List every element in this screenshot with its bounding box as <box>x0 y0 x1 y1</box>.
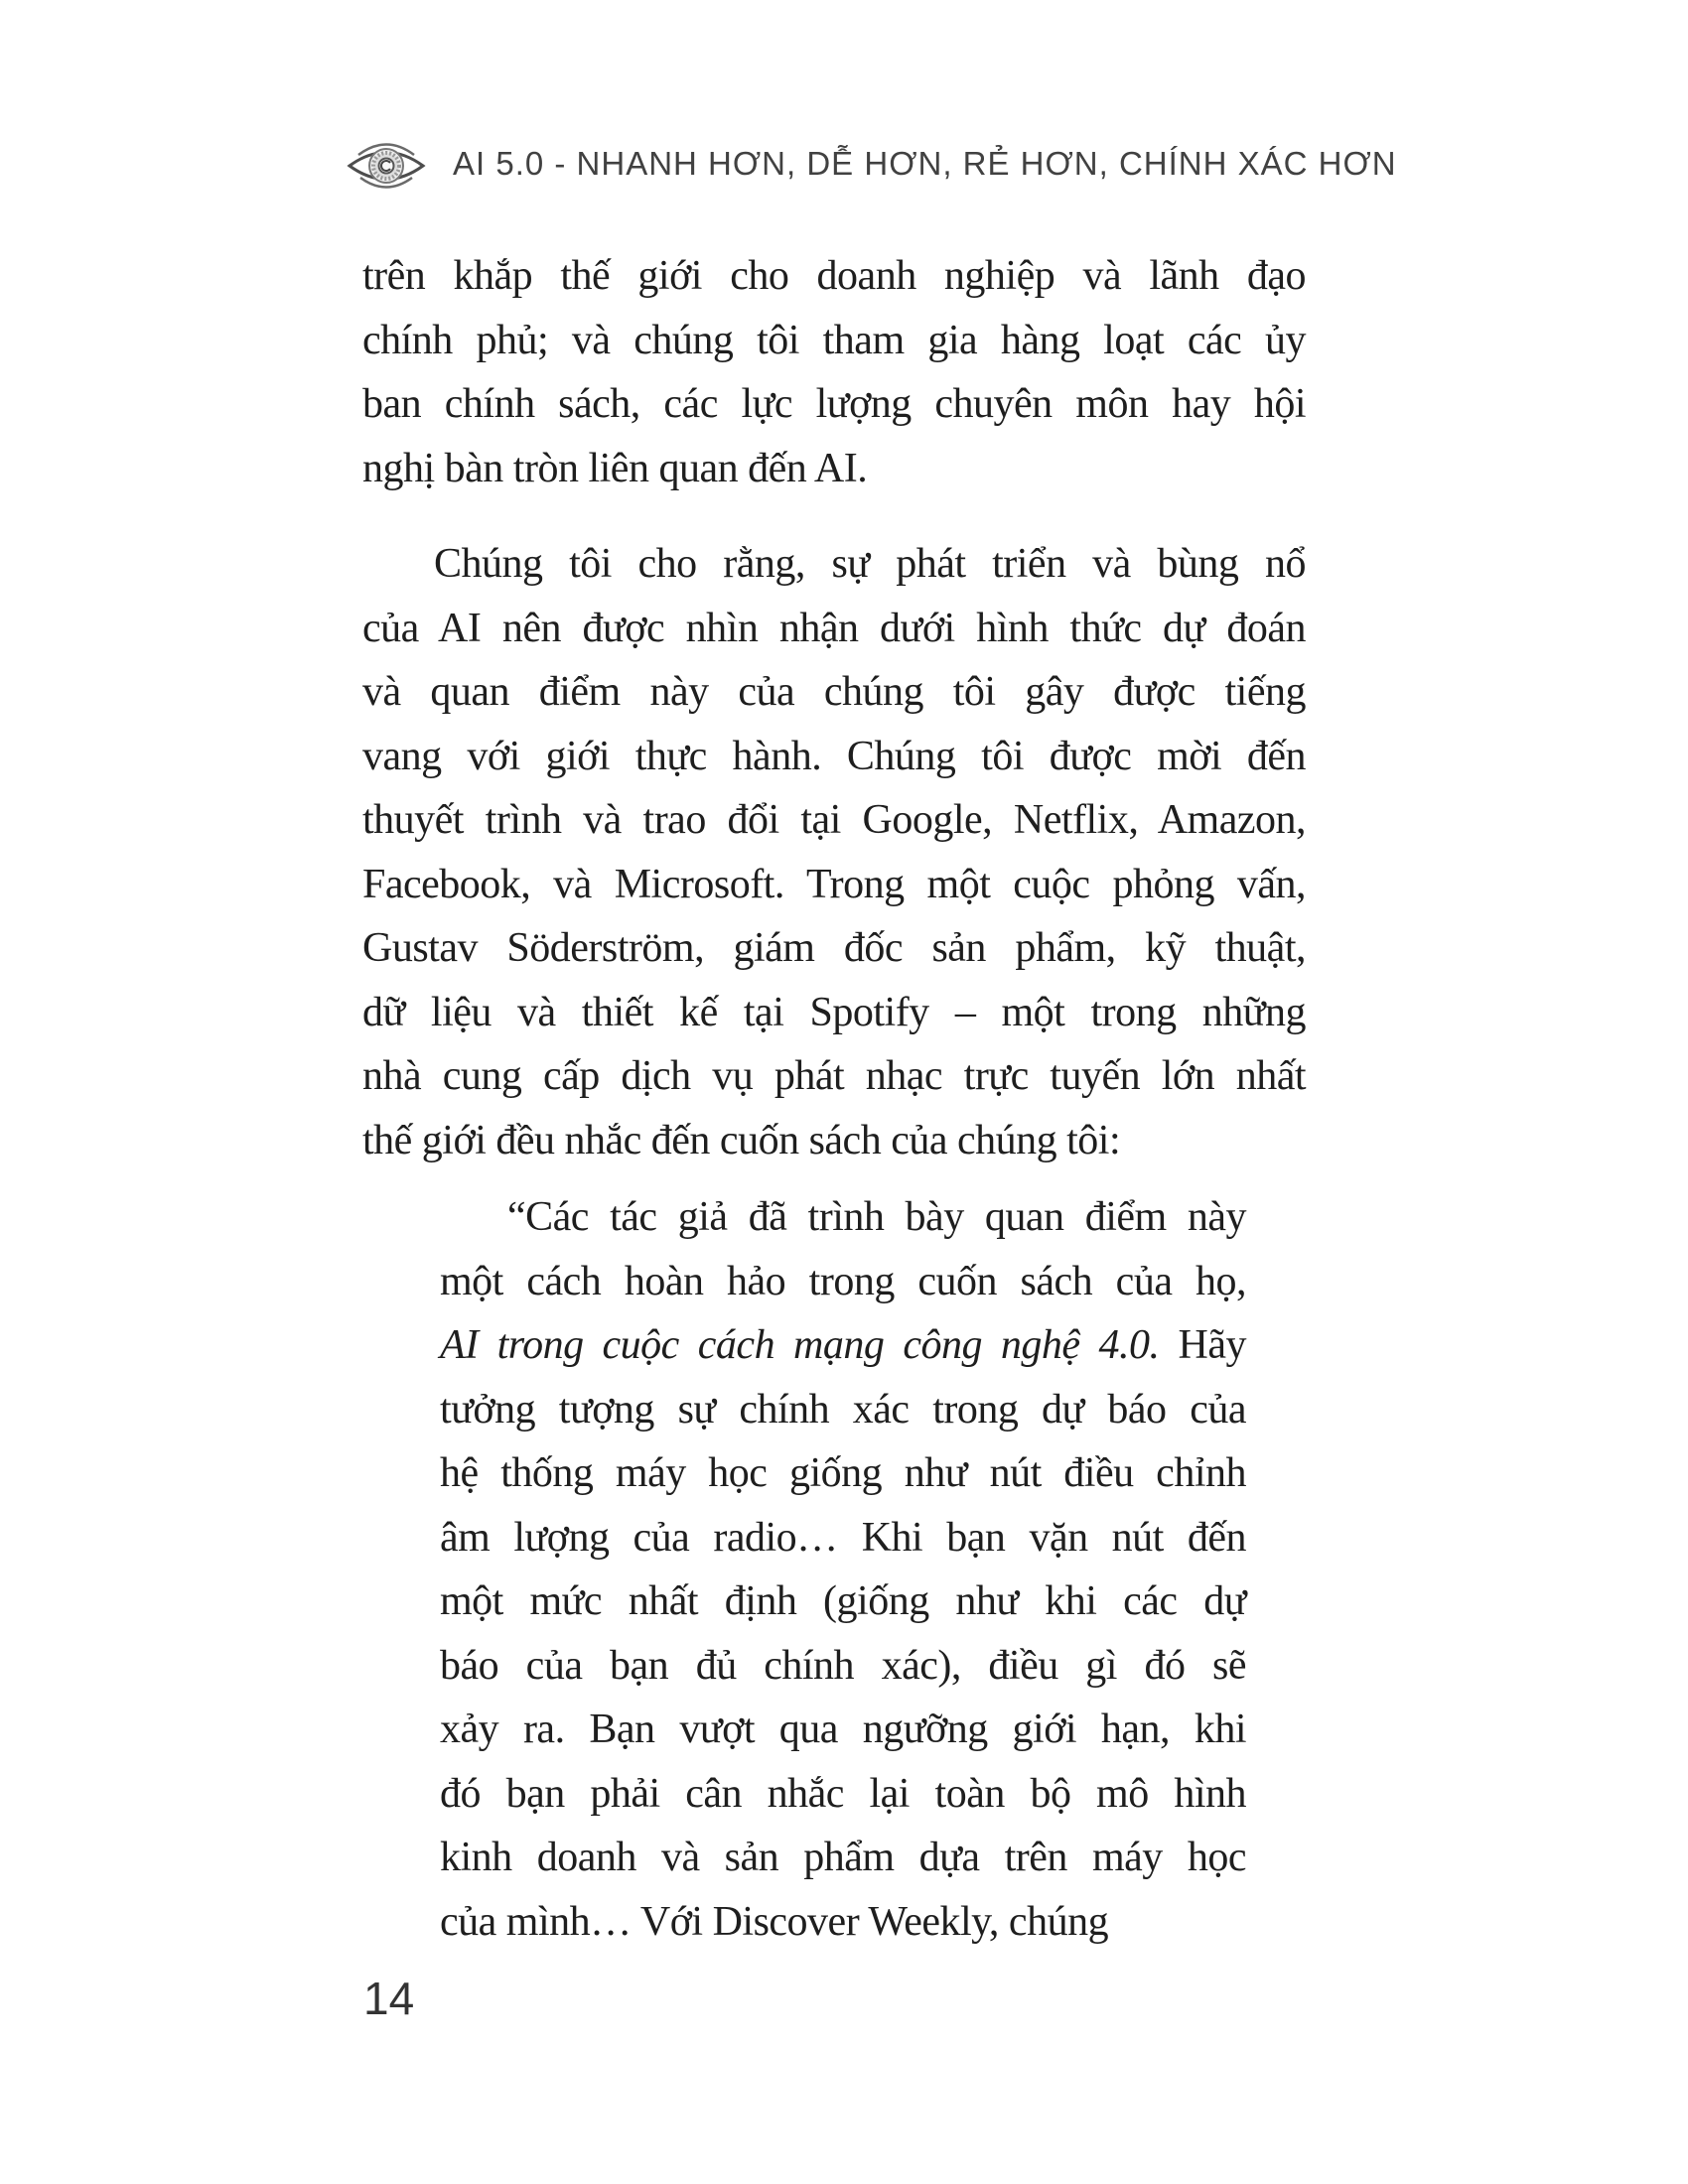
pull-quote-line-8: báo của bạn đủ chính xác), điều gì đó sẽ <box>440 1642 1246 1689</box>
pull-quote-line-5: hệ thống máy học giống như nút điều chỉnh <box>440 1450 1246 1496</box>
text-column <box>362 244 1306 1954</box>
paragraph-2-line-8: dữ liệu và thiết kế tại Spotify – một trong những <box>362 989 1306 1035</box>
paragraph-2-line-1: Chúng tôi cho rằng, sự phát triển và bùng nổ <box>434 541 1306 587</box>
paragraph-2-line-10: thế giới đều nhắc đến cuốn sách của chúng tôi: <box>362 1117 1121 1163</box>
running-head-title: AI 5.0 - NHANH HƠN, DỄ HƠN, RẺ HƠN, CHÍNH XÁC HƠN <box>453 145 1397 182</box>
paragraph-1-line-1: trên khắp thế giới cho doanh nghiệp và lãnh đạo <box>362 253 1306 299</box>
pull-quote-line-7: một mức nhất định (giống như khi các dự <box>440 1578 1246 1624</box>
paragraph-1-line-3: ban chính sách, các lực lượng chuyên môn hay hội <box>362 381 1306 427</box>
eye-logo-icon <box>346 133 427 199</box>
paragraph-2-line-4: vang với giới thực hành. Chúng tôi được mời đến <box>362 733 1306 779</box>
paragraph-2-line-7: Gustav Söderström, giám đốc sản phẩm, kỹ thuật, <box>362 925 1306 971</box>
paragraph-2-line-5: thuyết trình và trao đổi tại Google, Netflix, Amazon, <box>362 797 1306 843</box>
paragraph-1-line-4: nghị bàn tròn liên quan đến AI. <box>362 445 868 491</box>
pull-quote-line-1: “Các tác giả đã trình bày quan điểm này <box>507 1194 1246 1240</box>
pull-quote-line-3: AI trong cuộc cách mạng công nghệ 4.0. Hãy <box>440 1322 1246 1368</box>
pull-quote <box>440 1185 1246 1954</box>
paragraph-1 <box>362 244 1306 500</box>
pull-quote-line-6: âm lượng của radio… Khi bạn vặn nút đến <box>440 1514 1246 1561</box>
pull-quote-line-9: xảy ra. Bạn vượt qua ngưỡng giới hạn, khi <box>440 1706 1246 1752</box>
pull-quote-line-11: kinh doanh và sản phẩm dựa trên máy học <box>440 1835 1246 1880</box>
pull-quote-line-4: tưởng tượng sự chính xác trong dự báo của <box>440 1386 1246 1433</box>
pull-quote-line-10: đó bạn phải cân nhắc lại toàn bộ mô hình <box>440 1770 1246 1817</box>
pull-quote-line-12: của mình… Với Discover Weekly, chúng <box>440 1898 1109 1945</box>
paragraph-2-line-2: của AI nên được nhìn nhận dưới hình thức dự đoán <box>362 605 1306 651</box>
paragraph-2 <box>362 532 1306 1172</box>
page-number: 14 <box>363 1973 415 2024</box>
pull-quote-line-2: một cách hoàn hảo trong cuốn sách của họ, <box>440 1258 1246 1304</box>
paragraph-2-line-3: và quan điểm này của chúng tôi gây được tiếng <box>362 669 1306 715</box>
paragraph-1-line-2: chính phủ; và chúng tôi tham gia hàng loạt các ủy <box>362 317 1306 363</box>
paragraph-2-line-6: Facebook, và Microsoft. Trong một cuộc phỏng vấn, <box>362 861 1306 907</box>
paragraph-2-line-9: nhà cung cấp dịch vụ phát nhạc trực tuyến lớn nhất <box>362 1053 1306 1099</box>
